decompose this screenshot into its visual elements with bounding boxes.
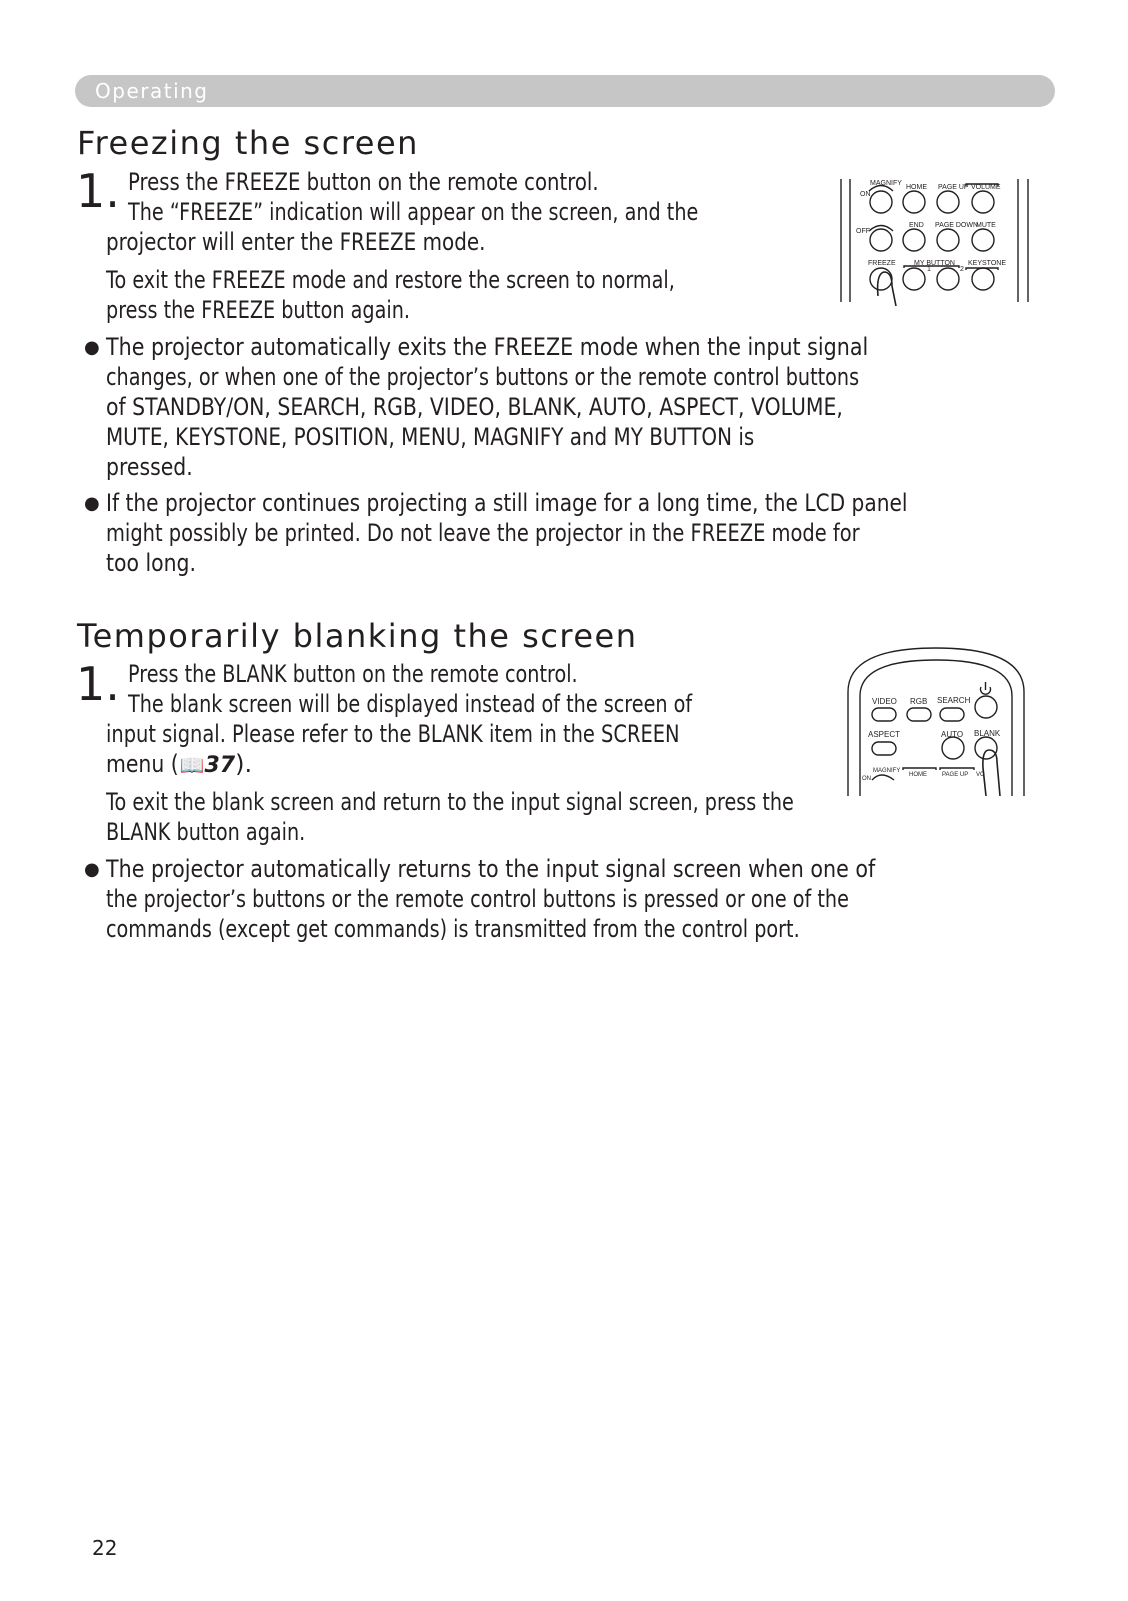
- freeze-bullet-2-line-1: might possibly be printed. Do not leave the projector in the FREEZE mode for: [106, 519, 860, 547]
- blank-bullet-1-lead: The projector automatically returns to the input signal screen when one of: [106, 855, 876, 883]
- blank-menu-suffix: ).: [235, 750, 253, 778]
- freeze-step-line-3: projector will enter the FREEZE mode.: [106, 228, 486, 256]
- remote-freeze-illustration: [836, 176, 1036, 306]
- page-number: 22: [92, 1536, 118, 1560]
- remote-label-keystone: KEYSTONE: [968, 260, 1006, 267]
- remote-label-video: VIDEO: [872, 697, 897, 706]
- blank-step-line-1: Press the BLANK button on the remote control.: [128, 660, 578, 688]
- remote-freeze-svg: [836, 176, 1036, 306]
- remote-label-end: END: [909, 222, 924, 229]
- freeze-bullet-2-line-2: too long.: [106, 549, 196, 577]
- blank-exit-line-1: To exit the blank screen and return to the input signal screen, press the: [106, 788, 794, 816]
- remote-label-freeze: FREEZE: [868, 260, 896, 267]
- remote-label-blank: BLANK: [974, 729, 1001, 738]
- remote-blank-svg: [846, 644, 1036, 796]
- blank-menu-prefix: menu (: [106, 750, 179, 778]
- freeze-section-title: Freezing the screen: [77, 124, 419, 162]
- section-label: Operating: [95, 79, 209, 103]
- freeze-bullet-1-line-3: MUTE, KEYSTONE, POSITION, MENU, MAGNIFY and MY BUTTON is: [106, 423, 755, 451]
- remote-label-on-2: ON: [862, 776, 871, 782]
- freeze-exit-line-2: press the FREEZE button again.: [106, 296, 410, 324]
- remote-label-search: SEARCH: [937, 696, 971, 705]
- blank-step-number: 1.: [76, 657, 120, 711]
- remote-label-off: OFF: [856, 228, 870, 235]
- remote-label-2: 2: [960, 266, 964, 273]
- remote-label-home-2: HOME: [909, 772, 927, 778]
- blank-step-line-3: input signal. Please refer to the BLANK item in the SCREEN: [106, 720, 680, 748]
- freeze-step-line-1: Press the FREEZE button on the remote control.: [128, 168, 599, 196]
- page-reference[interactable]: 37: [204, 753, 236, 778]
- remote-label-1: 1: [927, 266, 931, 273]
- blank-bullet-1-line-1: the projector’s buttons or the remote control buttons is pressed or one of the: [106, 885, 849, 913]
- blank-bullet-1-line-2: commands (except get commands) is transmitted from the control port.: [106, 915, 800, 943]
- freeze-bullet-2-lead: If the projector continues projecting a still image for a long time, the LCD panel: [106, 489, 908, 517]
- book-icon[interactable]: 📖: [179, 753, 205, 777]
- remote-label-magnify: MAGNIFY: [870, 180, 902, 187]
- remote-label-rgb: RGB: [910, 697, 928, 706]
- bullet-dot: ●: [84, 337, 100, 358]
- remote-label-home: HOME: [906, 184, 927, 191]
- remote-label-page-up: PAGE UP: [938, 184, 969, 191]
- freeze-step-line-2: The “FREEZE” indication will appear on the screen, and the: [128, 198, 699, 226]
- remote-label-volume: VOLUME: [971, 184, 1001, 191]
- blank-step-line-2: The blank screen will be displayed instead of the screen of: [128, 690, 693, 718]
- freeze-step-number: 1.: [76, 164, 120, 218]
- bullet-dot: ●: [84, 493, 100, 514]
- remote-label-page-up-2: PAGE UP: [942, 772, 969, 778]
- remote-label-mute: MUTE: [976, 222, 996, 229]
- remote-label-vo: VO: [976, 772, 985, 778]
- blank-section-title: Temporarily blanking the screen: [77, 617, 638, 655]
- remote-label-magnify-2: MAGNIFY: [873, 768, 901, 774]
- blank-menu-line: [106, 749, 252, 781]
- freeze-exit-line-1: To exit the FREEZE mode and restore the screen to normal,: [106, 266, 675, 294]
- remote-label-aspect: ASPECT: [868, 730, 901, 739]
- remote-label-my-button: MY BUTTON: [914, 260, 955, 267]
- remote-label-page-down: PAGE DOWN: [935, 222, 979, 229]
- freeze-bullet-1-line-4: pressed.: [106, 453, 193, 481]
- bullet-dot: ●: [84, 859, 100, 880]
- section-header-bar: [75, 75, 1055, 107]
- remote-label-on: ON: [860, 191, 871, 198]
- freeze-bullet-1-lead: The projector automatically exits the FREEZE mode when the input signal: [106, 333, 869, 361]
- blank-exit-line-2: BLANK button again.: [106, 818, 306, 846]
- freeze-bullet-1-line-1: changes, or when one of the projector’s buttons or the remote control buttons: [106, 363, 860, 391]
- remote-label-auto: AUTO: [941, 730, 964, 739]
- freeze-bullet-1-line-2: of STANDBY/ON, SEARCH, RGB, VIDEO, BLANK, AUTO, ASPECT, VOLUME,: [106, 393, 843, 421]
- remote-blank-illustration: [846, 644, 1036, 796]
